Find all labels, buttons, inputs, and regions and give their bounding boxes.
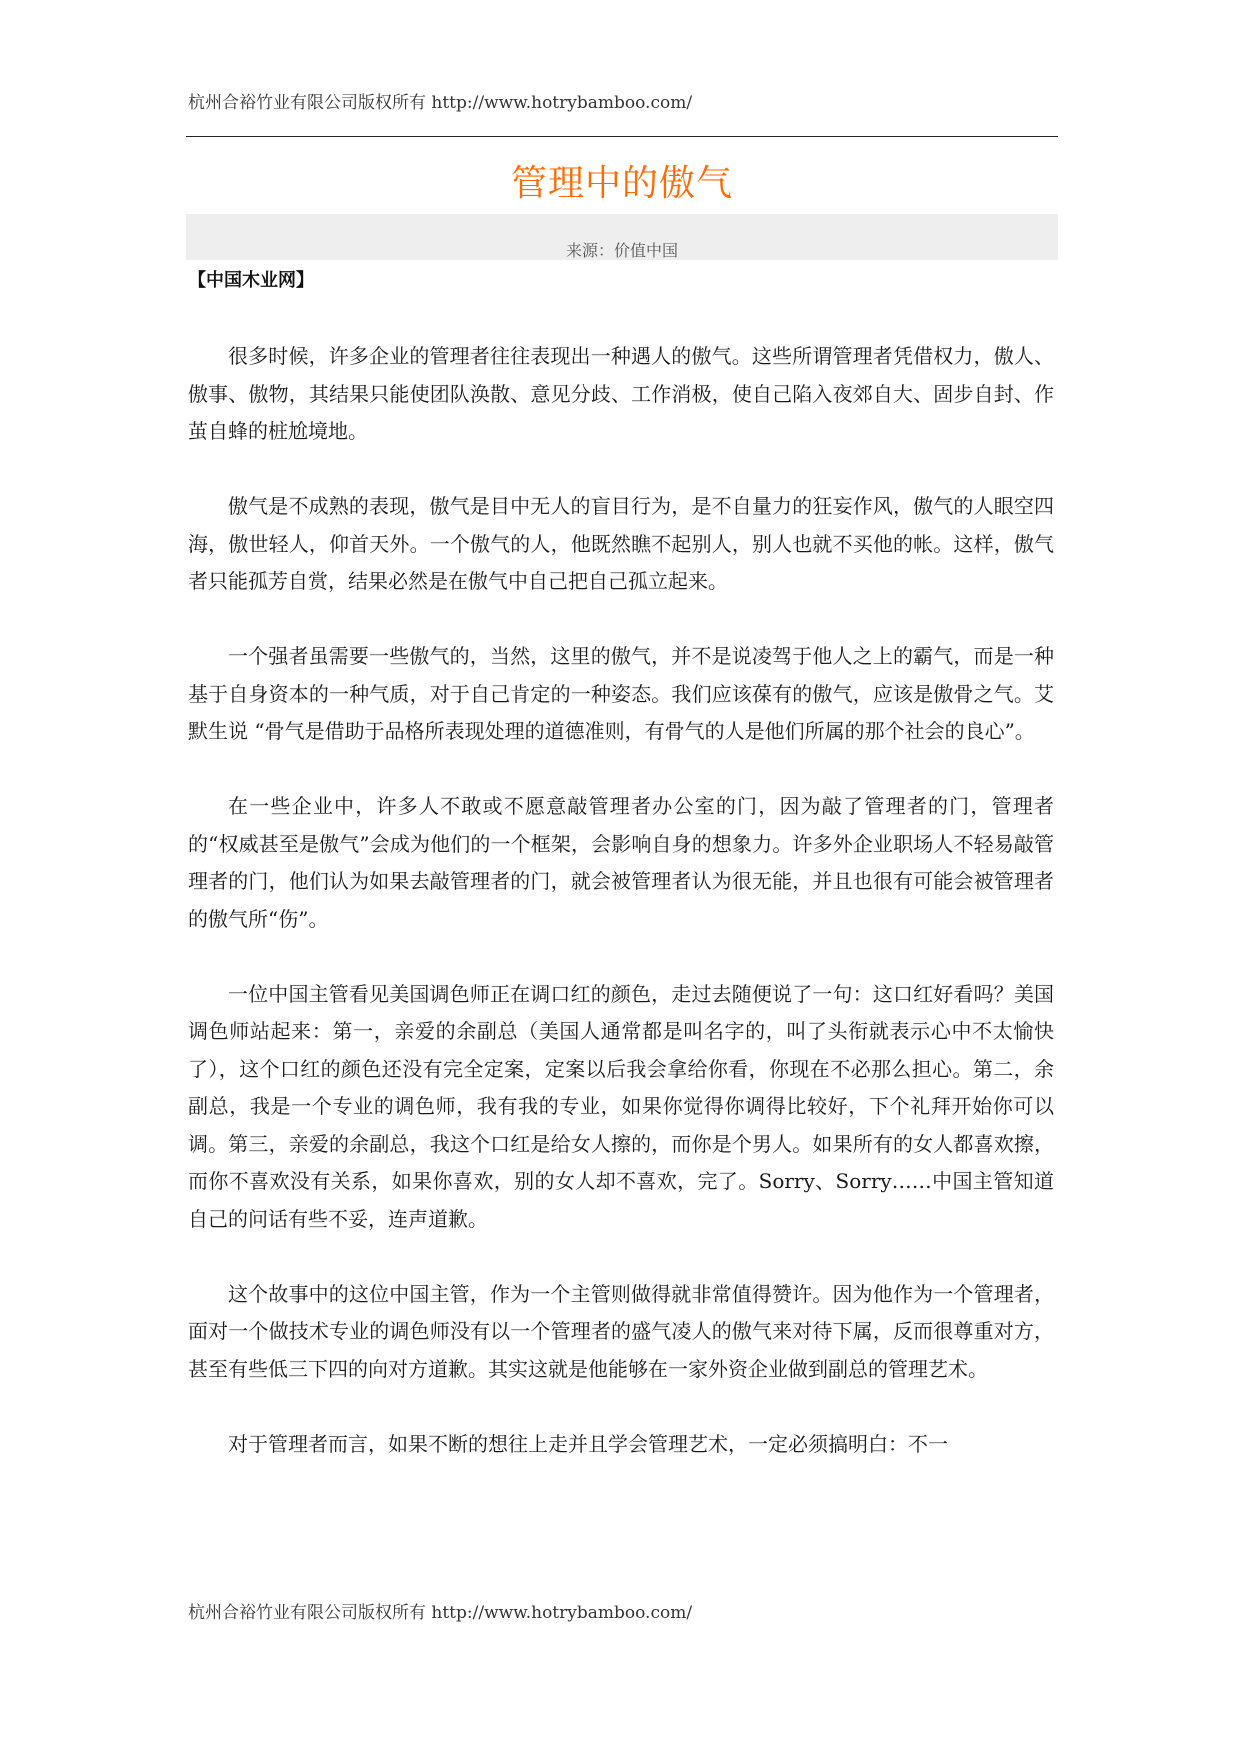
article-source: 来源：价值中国 [565,241,678,260]
paragraph: 这个故事中的这位中国主管，作为一个主管则做得就非常值得赞许。因为他作为一个管理者，面对一个做技术专业的调色师没有以一个管理者的盛气凌人的傲气来对待下属，反而很尊重对方，甚至有些低三下四的向对方道歉。其实这就是他能够在一家外资企业做到副总的管理艺术。 [188,1281,1054,1381]
article-body [188,338,1054,1501]
footer-copyright: 杭州合裕竹业有限公司版权所有 http://www.hotrybamboo.com/ [188,1603,693,1623]
article-title: 管理中的傲气 [510,163,733,204]
paragraph: 对于管理者而言，如果不断的想往上走并且学会管理艺术，一定必须搞明白：不一 [228,1431,948,1456]
paragraph: 在一些企业中，许多人不敢或不愿意敲管理者办公室的门，因为敲了管理者的门，管理者的“权威甚至是傲气”会成为他们的一个框架，会影响自身的想象力。许多外企业职场人不轻易敲管理者的门，他们认为如果去敲管理者的门，就会被管理者认为很无能，并且也很有可能会被管理者的傲气所“伤”。 [188,794,1054,931]
site-tag: 【中国木业网】 [188,270,314,291]
header-divider [186,136,1058,137]
paragraph: 很多时候，许多企业的管理者往往表现出一种遇人的傲气。这些所谓管理者凭借权力，傲人、傲事、傲物，其结果只能使团队涣散、意见分歧、工作消极，使自己陷入夜郊自大、固步自封、作茧自蜂的桩尬境地。 [188,344,1054,443]
paragraph: 傲气是不成熟的表现，傲气是目中无人的盲目行为，是不自量力的狂妄作风，傲气的人眼空四海，傲世轻人，仰首天外。一个傲气的人，他既然瞧不起别人，别人也就不买他的帐。这样，傲气者只能孤芳自赏，结果必然是在傲气中自己把自己孤立起来。 [188,494,1054,593]
paragraph: 一位中国主管看见美国调色师正在调口红的颜色，走过去随便说了一句：这口红好看吗？美国调色师站起来：第一，亲爱的余副总（美国人通常都是叫名字的，叫了头衔就表示心中不太愉快了），这个口红的颜色还没有完全定案，定案以后我会拿给你看，你现在不必那么担心。第二，余副总，我是一个专业的调色师，我有我的专业，如果你觉得你调得比较好，下个礼拜开始你可以调。第三，亲爱的余副总，我这个口红是给女人擦的，而你是个男人。如果所有的女人都喜欢擦，而你不喜欢没有关系，如果你喜欢，别的女人却不喜欢，完了。Sorry、Sorry……中国主管知道自己的问话有些不妥，连声道歉。 [188,981,1054,1231]
paragraph: 一个强者虽需要一些傲气的，当然，这里的傲气，并不是说凌驾于他人之上的霸气，而是一种基于自身资本的一种气质，对于自己肯定的一种姿态。我们应该葆有的傲气，应该是傲骨之气。艾默生说 “骨气是借助于品格所表现处理的道德准则，有骨气的人是他们所属的那个社会的良心”。 [188,644,1054,743]
header-copyright: 杭州合裕竹业有限公司版权所有 http://www.hotrybamboo.com/ [188,93,693,113]
